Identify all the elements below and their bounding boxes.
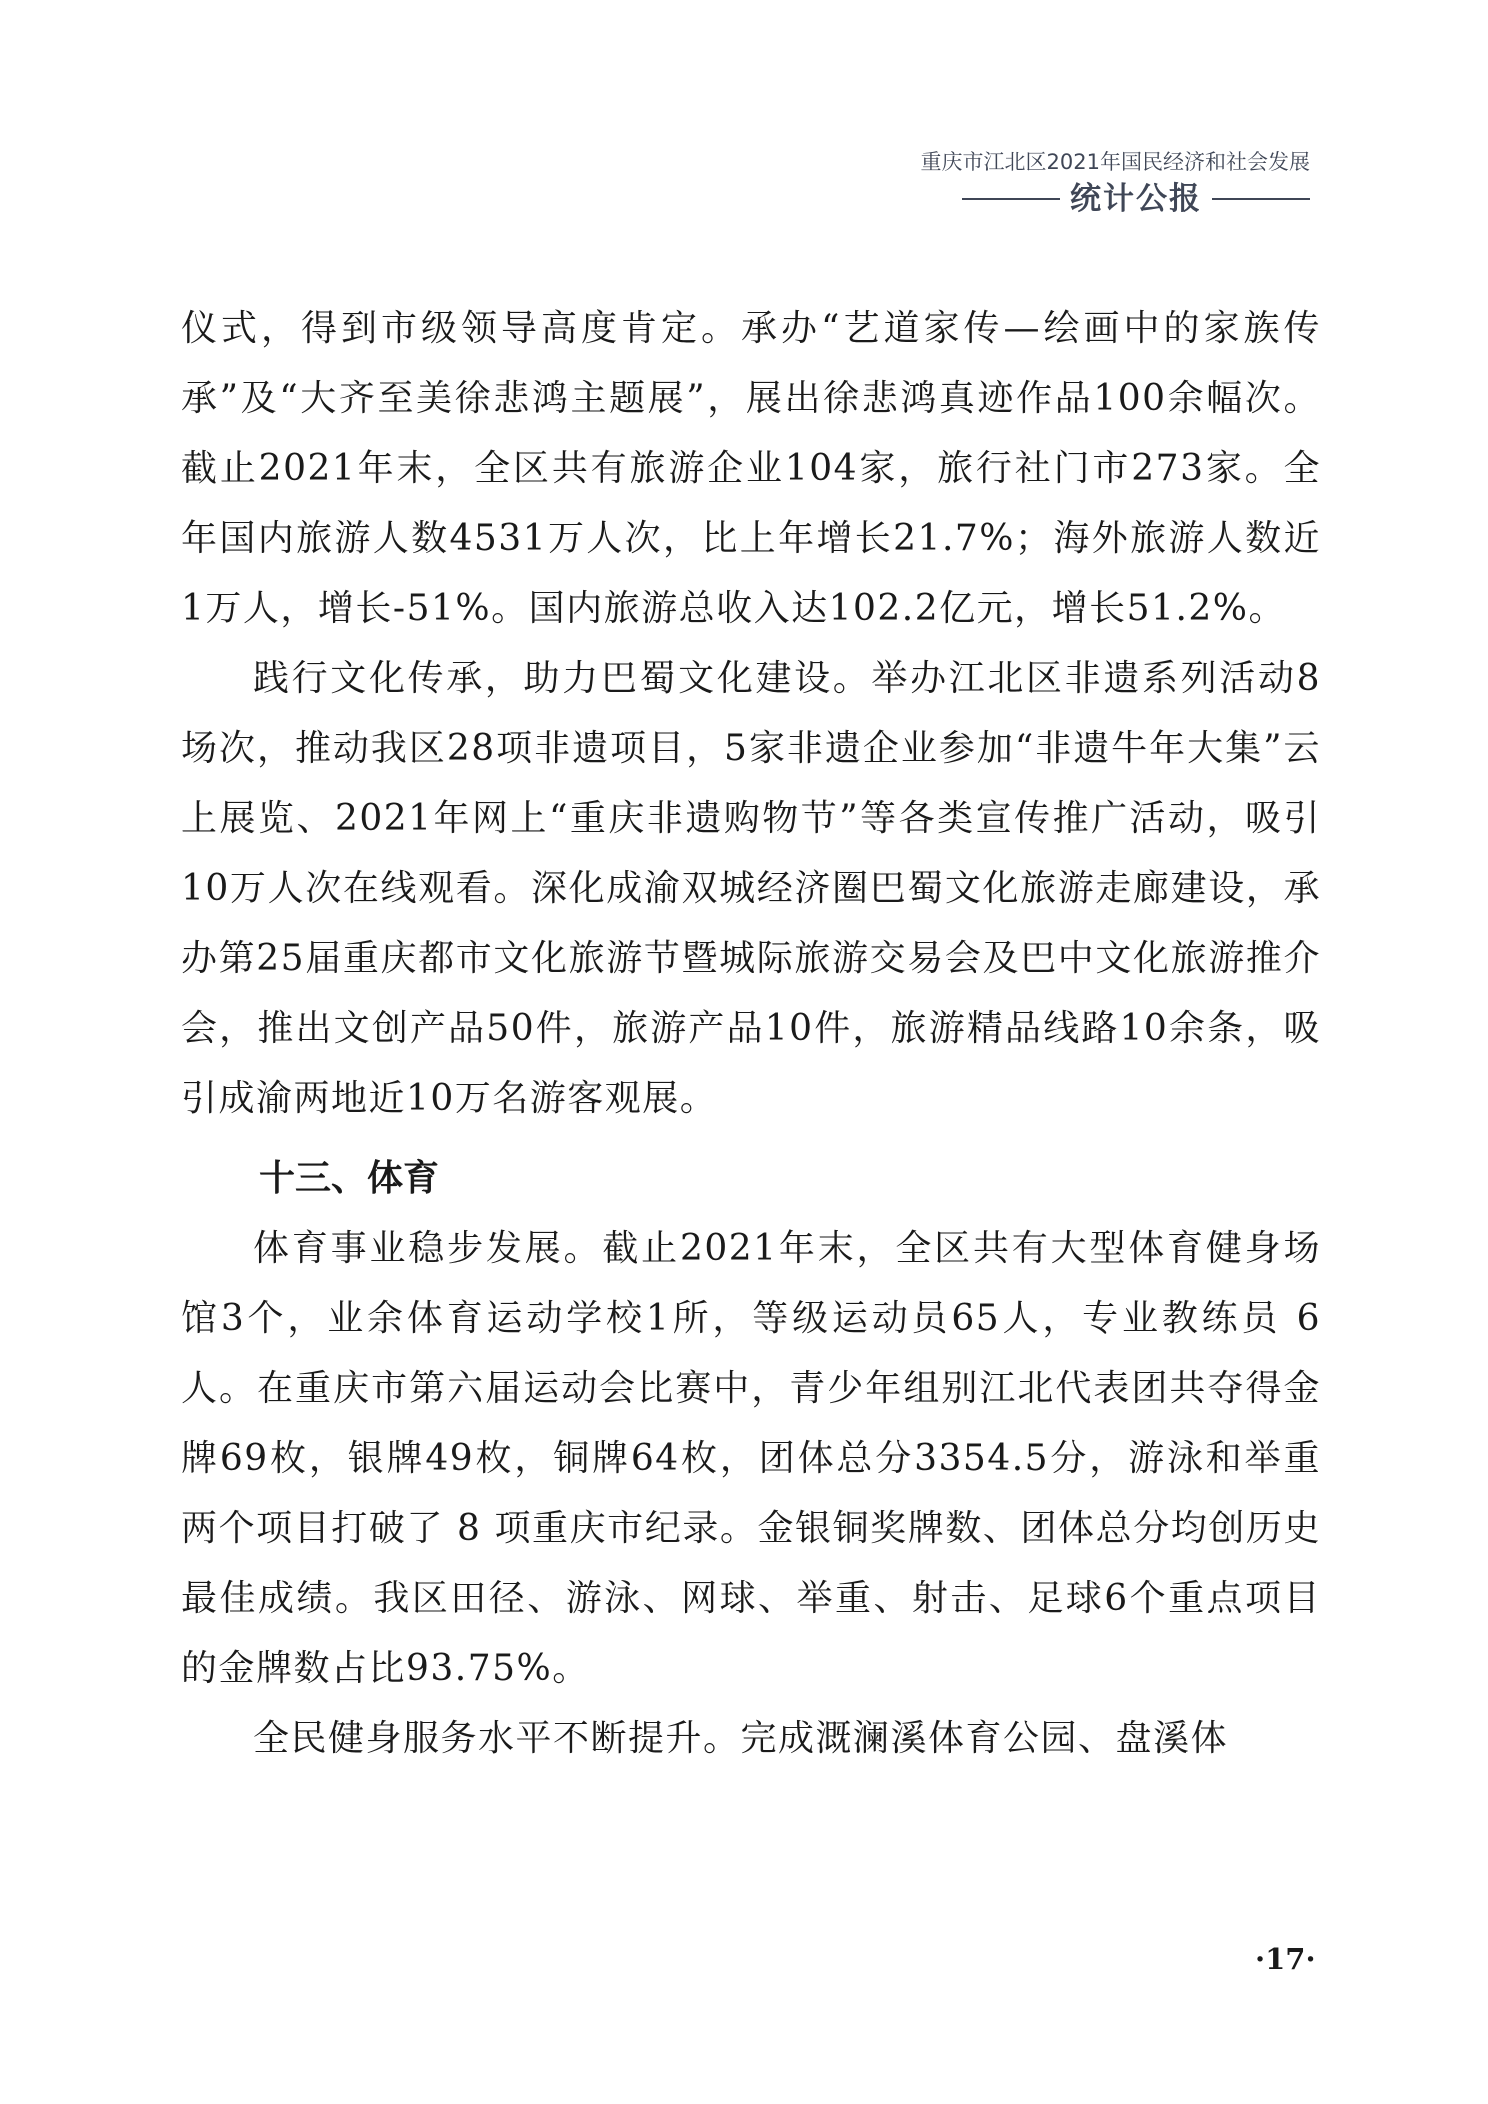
body-text [181, 294, 1321, 1774]
header-title: 统计公报 [1070, 181, 1202, 217]
header-title-row [921, 180, 1310, 218]
paragraph-4: 全民健身服务水平不断提升。完成溉澜溪体育公园、盘溪体 [253, 1718, 1229, 1759]
header-rule-left [962, 198, 1060, 200]
paragraph-3: 体育事业稳步发展。截止2021年末，全区共有大型体育健身场馆3个，业余体育运动学校1所，等级运动员65人，专业教练员 6 人。在重庆市第六届运动会比赛中，青少年组别江北代表团共夺得金牌69枚，银牌49枚，铜牌64枚，团体总分3354.5分，游泳和举重两个项目打破了 8 项重庆市纪录。金银铜奖牌数、团体总分均创历史最佳成绩。我区田径、游泳、网球、举重、射击、足球6个重点项目的金牌数占比93.75%。 [181, 1228, 1321, 1689]
running-header [921, 148, 1310, 218]
header-rule-right [1212, 198, 1310, 200]
paragraph-1: 仪式，得到市级领导高度肯定。承办“艺道家传—绘画中的家族传承”及“大齐至美徐悲鸿主题展”，展出徐悲鸿真迹作品100余幅次。截止2021年末，全区共有旅游企业104家，旅行社门市273家。全年国内旅游人数4531万人次，比上年增长21.7%；海外旅游人数近1万人，增长-51%。国内旅游总收入达102.2亿元，增长51.2%。 [181, 308, 1321, 629]
paragraph-2: 践行文化传承，助力巴蜀文化建设。举办江北区非遗系列活动8场次，推动我区28项非遗项目，5家非遗企业参加“非遗牛年大集”云上展览、2021年网上“重庆非遗购物节”等各类宣传推广活动，吸引10万人次在线观看。深化成渝双城经济圈巴蜀文化旅游走廊建设，承办第25届重庆都市文化旅游节暨城际旅游交易会及巴中文化旅游推介会，推出文创产品50件，旅游产品10件，旅游精品线路10余条，吸引成渝两地近10万名游客观展。 [181, 658, 1321, 1119]
section-heading: 十三、体育 [259, 1158, 440, 1199]
page-number: ·17· [1255, 1942, 1316, 1976]
header-subtitle: 重庆市江北区2021年国民经济和社会发展 [920, 150, 1310, 174]
